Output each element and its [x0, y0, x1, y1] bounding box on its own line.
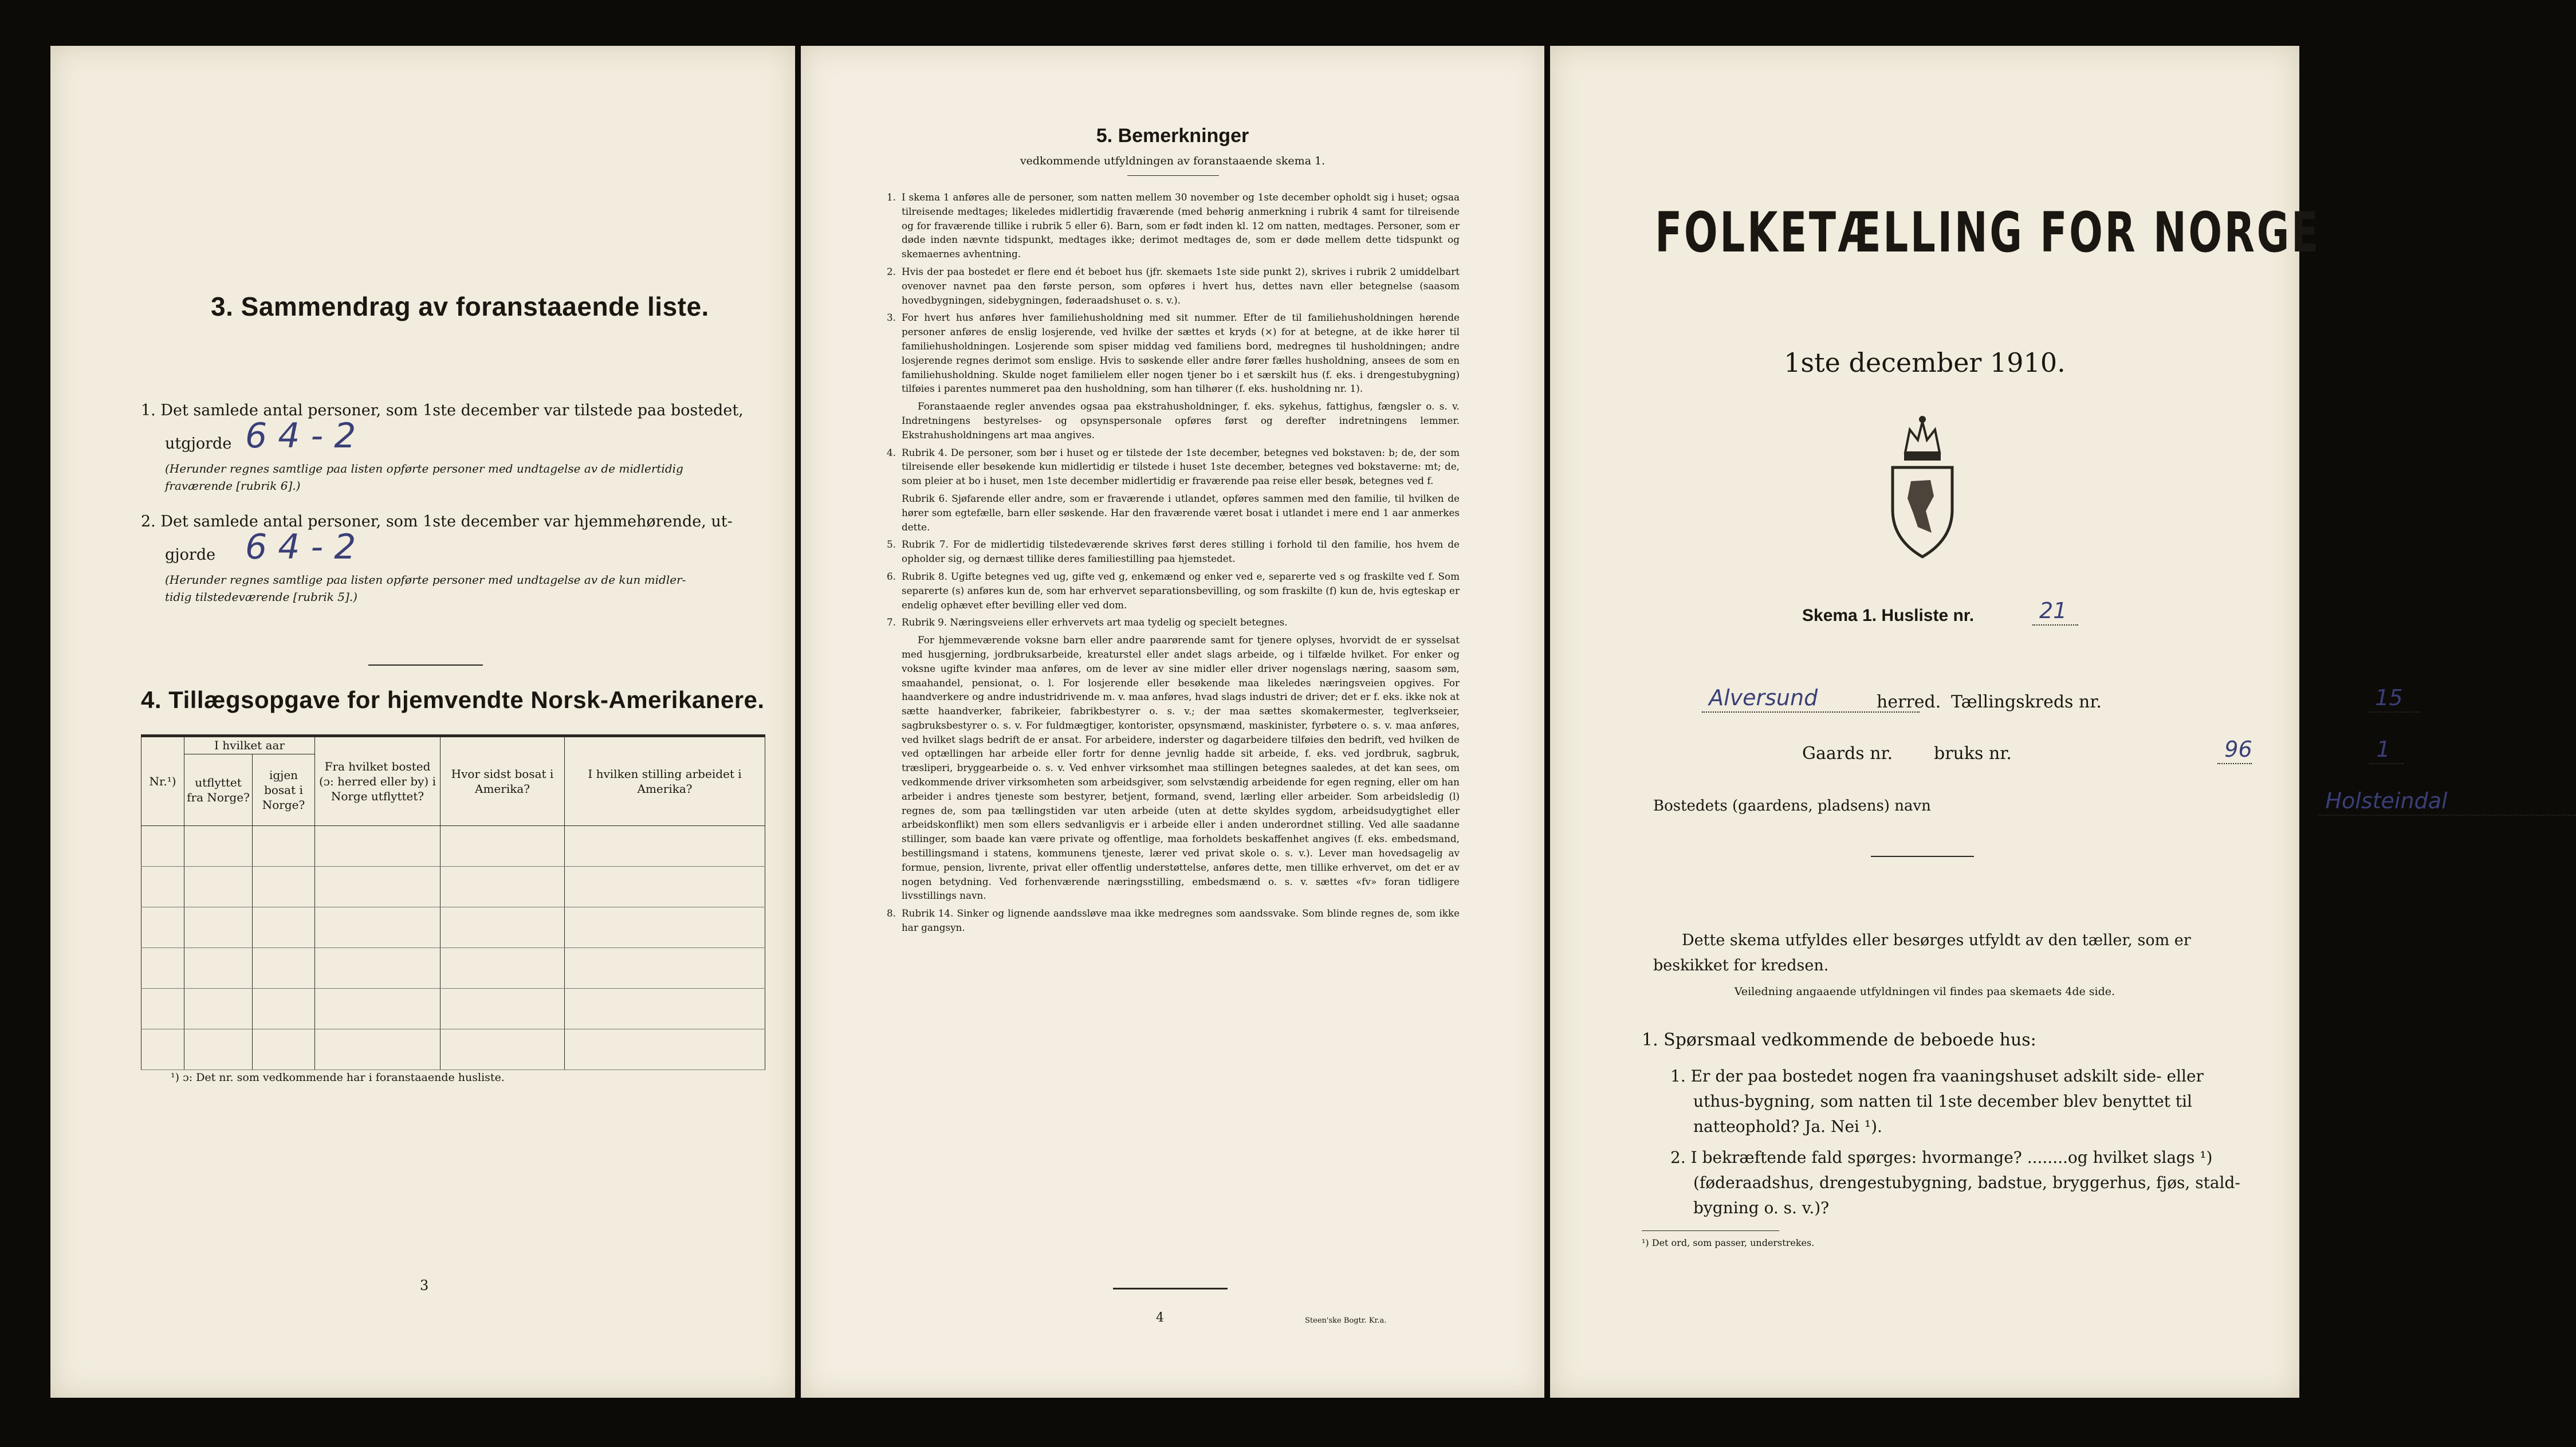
q2-line2: (føderaadshus, drengestubygning, badstue, bryggerhus, fjøs, stald-	[1693, 1173, 2240, 1192]
table-footnote: ¹) ɔ: Det nr. som vedkommende har i foranstaaende husliste.	[171, 1071, 505, 1084]
bruks-field: 1	[2369, 741, 2404, 764]
section4-title: 4. Tillægsopgave for hjemvendte Norsk-Amerikanere.	[141, 686, 765, 713]
remark-1: 1. I skema 1 anføres alle de personer, som natten mellem 30 november og 1ste december opholdt sig i huset; ogsaa tilreisende medtages; likeledes midlertidig fraværende (med behørig anmerkning i rubrik 4 samt for tilreisende og for fraværende tillike i rubrik 5 eller 6). Barn, som er født inden kl. 12 om natten, medtages. Personer, som er døde inden nævnte tidspunkt, medtages ikke; derimot medtages de, som er døde mellem dette tidspunkt og skemaernes avhentning.	[887, 191, 1460, 260]
section3-title: 3. Sammendrag av foranstaaende liste.	[211, 292, 709, 321]
table-row	[141, 867, 765, 907]
item1-value: 6 4 - 2	[245, 416, 356, 456]
remark-4-extra: Rubrik 6. Sjøfarende eller andre, som er fraværende i utlandet, opføres sammen med den familie, til hvilken de hører som egtefælle, barn eller søskende. Har den fraværende været bosat i utlandet i mere end 1 aar anmerkes dette.	[902, 492, 1460, 533]
remark-7-extra: For hjemmeværende voksne barn eller andre paarørende samt for tjenere oplyses, hvorvidt de er sysselsat med husgjerning, jordbruksarbeide, kreaturstel eller andet slags arbeide, og i tilfælde hvilket. For enker og voksne ugifte kvinder maa anføres, om de lever av sine midler eller driver nogenslags næring, saasom søm, smaahandel, pensionat, o. l. For losjerende eller besøkende maa likeledes næringsveien opgives. For haandverkere og andre industridrivende m. v. maa anføres, hvad slags industri de driver; det er f. eks. ikke nok at sætte haandverker, fabrikeier, fabrikbestyrer o. s. v.; der maa sættes skomakermester, teglverkseier, sagbruksbestyrer o. s. v. For fuldmægtiger, kontorister, opsynsmænd, maskinister, fyrbøtere o. s. v. maa anføres, ved hvilket slags bedrift de er ansat. For arbeidere, inderster og dagarbeidere tilføies den bedrift, ved hvilken de ved optællingen har arbeide eller fortr for denne jevnlig hadde sit arbeide, f. eks. ved jordbruk, sagbruk, træsliperi, bryggearbeide o. s. v. Ved enhver virksomhet maa stillingen betegnes saaledes, at det kan sees, om vedkommende driver virksomheten som arbeidsgiver, som selvstændig arbeidende for egen regning, eller om han arbeider i andres tjeneste som bestyrer, betjent, formand, svend, lærling eller arbeider. Som arbeidsledig (l) regnes de, som paa tællingstiden var uten arbeide (uten at dette skyldes sygdom, arbeidsudygtighet eller arbeidskonflikt) men som ellers sedvanligvis er i arbeide eller i anden underordnet stilling. Ved alle saadanne stillinger, som baade kan være private og offentlige, maa forholdets beskaffenhet angives (f. eks. embedsmand, bestillingsmand i statens, kommunens tjeneste, lærer ved privat skole o. s. v.). Lever man hovedsagelig av formue, pension, livrente, privat eller offentlig understøttelse, anføres dette, men tillike erhvervet, om det er av nogen betydning. Ved forhenværende næringsstilling, embedsmænd o. s. v. sættes «fv» foran tidligere livsstillings navn.	[902, 634, 1460, 902]
table-row	[141, 948, 765, 989]
gaards-label: Gaards nr.	[1802, 744, 1893, 764]
page-right	[1550, 46, 2448, 1398]
item2-note2: tidig tilstedeværende [rubrik 5].)	[165, 590, 357, 604]
kreds-field: 15	[2368, 690, 2420, 713]
item1-line1: 1. Det samlede antal personer, som 1ste december var tilstede paa bostedet,	[141, 402, 744, 419]
herred-label: herred.	[1877, 692, 1941, 712]
remark-2: 2. Hvis der paa bostedet er flere end ét beboet hus (jfr. skemaets 1ste side punkt 2), skrives i rubrik 2 umiddelbart ovenover navnet paa den første person, som opføres i hvert hus, dettes navn eller betegnelse (saasom hovedbygningen, sidebygningen, føderaadshuset o. s. v.).	[887, 265, 1460, 306]
col-igjen: igjen bosat i Norge?	[253, 754, 315, 826]
col-fra: Fra hvilket bosted (ɔ: herred eller by) i Norge utflyttet?	[315, 737, 441, 826]
husliste-nr-field: 21	[2032, 603, 2078, 626]
remarks-title: 5. Bemerkninger	[1096, 125, 1249, 147]
remark-5: 5. Rubrik 7. For de midlertidig tilstedeværende skrives først deres stilling i forhold til den familie, hos hvem de opholder sig, og dernæst tillike deres familiestilling paa hjemstedet.	[887, 538, 1460, 565]
instruction-line2: beskikket for kredsen.	[1653, 957, 1829, 974]
coat-of-arms-icon	[1882, 412, 1963, 561]
col-stilling: I hvilken stilling arbeidet i Amerika?	[565, 737, 765, 826]
table-row	[141, 907, 765, 948]
item1-line2: utgjorde	[165, 435, 232, 453]
q2-line1: 2. I bekræftende fald spørges: hvormange? ........og hvilket slags ¹)	[1670, 1148, 2213, 1167]
printer-mark: Steen'ske Bogtr. Kr.a.	[1305, 1316, 1387, 1325]
schema-label: Skema 1. Husliste nr.	[1802, 606, 1975, 625]
divider	[1113, 1288, 1228, 1289]
q1-line3: natteophold? Ja. Nei ¹).	[1693, 1117, 1882, 1136]
item2-value: 6 4 - 2	[245, 527, 356, 567]
remark-3-extra: Foranstaaende regler anvendes ogsaa paa ekstrahusholdninger, f. eks. sykehus, fattighus, fængsler o. s. v. Indretningens bestyrelses- og opsynspersonale opføres først og derefter indretningens lemmer. Ekstrahusholdningens art maa angives.	[902, 400, 1460, 441]
remark-7: 7. Rubrik 9. Næringsveiens eller erhvervets art maa tydelig og specielt betegnes.	[887, 616, 1288, 628]
col-hvor: Hvor sidst bosat i Amerika?	[441, 737, 565, 826]
divider	[1127, 175, 1219, 176]
page-middle	[801, 46, 1544, 1398]
table-row	[141, 826, 765, 867]
bosted-field: Holsteindal	[2318, 793, 2576, 816]
item1-note2: fraværende [rubrik 6].)	[165, 479, 301, 493]
divider	[368, 664, 483, 666]
bruks-label: bruks nr.	[1934, 744, 2012, 764]
remarks-subtitle: vedkommende utfyldningen av foranstaaende skema 1.	[1020, 155, 1326, 167]
divider	[1871, 856, 1974, 857]
col-group-aar: I hvilket aar	[184, 737, 315, 754]
q1-line2: uthus-bygning, som natten til 1ste december blev benyttet til	[1693, 1092, 2192, 1111]
item1-note1: (Herunder regnes samtlige paa listen opførte personer med undtagelse av de midlertidig	[165, 462, 683, 475]
gaards-field: 96	[2217, 741, 2252, 764]
item2-note1: (Herunder regnes samtlige paa listen opførte personer med undtagelse av de kun midler-	[165, 573, 686, 587]
divider	[1642, 1230, 1779, 1231]
table-row	[141, 1029, 765, 1070]
footnote: ¹) Det ord, som passer, understrekes.	[1642, 1237, 1815, 1248]
census-date: 1ste december 1910.	[1784, 347, 2066, 378]
remark-4: 4. Rubrik 4. De personer, som bør i huset og er tilstede der 1ste december, betegnes ved bokstaven: b; de, der som tilreisende eller besøkende kun midlertidig er tilstede i huset 1ste december, betegnes ved bokstaverne: mt; de, som pleier at bo i huset, men 1ste december midlertidig er fraværende paa reise eller besøk, betegnes ved f.	[887, 446, 1460, 487]
instruction-line1: Dette skema utfyldes eller besørges utfyldt av den tæller, som er	[1682, 931, 2191, 949]
kreds-label: Tællingskreds nr.	[1951, 692, 2102, 712]
col-utflyttet: utflyttet fra Norge?	[184, 754, 253, 826]
census-title: FOLKETÆLLING FOR NORGE	[1655, 200, 2321, 265]
col-nr: Nr.¹)	[141, 737, 184, 826]
remarks-list	[887, 190, 1460, 938]
bosted-label: Bostedets (gaardens, pladsens) navn	[1653, 797, 1931, 815]
page-number: 4	[1156, 1311, 1164, 1325]
page-left	[50, 46, 795, 1398]
item2-line2: gjorde	[165, 546, 216, 564]
question-heading: 1. Spørsmaal vedkommende de beboede hus:	[1642, 1030, 2036, 1050]
remark-3: 3. For hvert hus anføres hver familiehusholdning med sit nummer. Efter de til familiehusholdningen hørende personer anføres de enslig losjerende, ved hvilke der sættes et kryds (×) for at betegne, at de ikke hører til familiehusholdningen. Losjerende som spiser middag ved familiens bord, medregnes til husholdningen; andre losjerende regnes derimot som enslige. Hvis to søskende eller andre fører fælles husholdning, ansees de som en familiehusholdning. Skulde noget familielem eller nogen tjener bo i et særskilt hus (f. eks. i drengestubygning) tilføies i parentes nummeret paa den husholdning, som han tilhører (f. eks. husholdning nr. 1).	[887, 312, 1460, 395]
remark-6: 6. Rubrik 8. Ugifte betegnes ved ug, gifte ved g, enkemænd og enker ved e, separerte ved s og fraskilte ved f. Som separerte (s) anføres kun de, som har erhvervet separationsbevilling, og som fraskilte (f) kun de, hvis egteskap er endelig ophævet efter bevilling eller ved dom.	[887, 570, 1460, 611]
norsk-amerikanere-table	[141, 736, 765, 1070]
item2-line1: 2. Det samlede antal personer, som 1ste december var hjemmehørende, ut-	[141, 513, 733, 530]
veiledning: Veiledning angaaende utfyldningen vil findes paa skemaets 4de side.	[1734, 985, 2115, 998]
q2-line3: bygning o. s. v.)?	[1693, 1198, 1830, 1217]
q1-line1: 1. Er der paa bostedet nogen fra vaaningshuset adskilt side- eller	[1670, 1067, 2204, 1086]
table-row	[141, 989, 765, 1029]
page-number: 3	[420, 1277, 429, 1293]
remark-8: 8. Rubrik 14. Sinker og lignende aandssløve maa ikke medregnes som aandssvake. Som blinde regnes de, som ikke har gangsyn.	[887, 907, 1460, 934]
herred-field: Alversund	[1702, 690, 1920, 713]
